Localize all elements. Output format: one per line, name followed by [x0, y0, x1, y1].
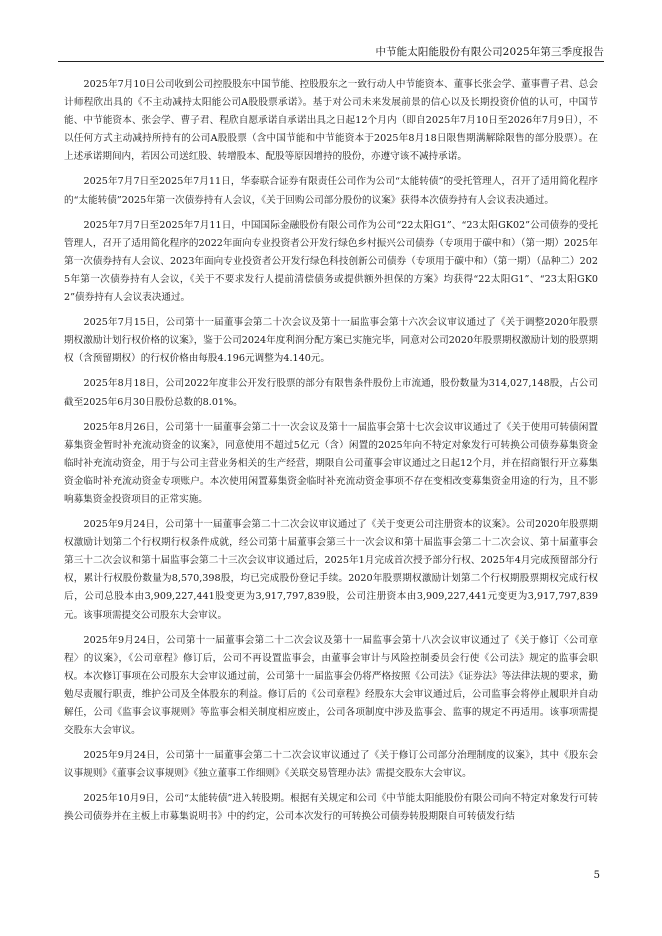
paragraph-articles-amendment: 2025年9月24日，公司第十一届董事会第二十二次会议及第十一届监事会第十八次会议审议通过了《关于修订〈公司章程〉的议案》，《公司章程》修订后，公司不再设置监事会，由董事会审计与风险控制委员会行使《公司法》规定的监事会职权。本次修订事项在公司股东大会审议通过前，公司第十一届监事会仍将严格按照《公司法》《证券法》等法律法规的要求，勤勉尽责履行职责，维护公司及全体股东的利益。修订后的《公司章程》经股东大会审议通过后，公司监事会将停止履职并自动解任，公司《监事会议事规则》等监事会相关制度相应废止，公司各项制度中涉及监事会、监事的规定不再适用。该事项需提交股东大会审议。	[64, 634, 598, 737]
paragraph-option-price-adjustment: 2025年7月15日，公司第十一届董事会第二十次会议及第十一届监事会第十六次会议审议通过了《关于调整2020年股票期权激励计划行权价格的议案》，鉴于公司2024年度利润分配方案已实施完毕，同意对公司2020年股票期权激励计划的股票期权（含预留期权）的行权价格由每股4.196元调整为4.140元。	[64, 317, 598, 365]
paragraph-no-reduction-commitment: 2025年7月10日公司收到公司控股股东中国节能、控股股东之一致行动人中节能资本、董事长张会学、董事曹子君、总会计师程欣出具的《不主动减持太阳能公司A股股票承诺》。基于对公司未来发展前景的信心以及长期投资价值的认可，中国节能、中节能资本、张会学、曹子君、程欣自愿承诺自承诺出具之日起12个月内（即自2025年7月10日至2026年7月9日），不以任何方式主动减持所持有的公司A股股票（含中国节能和中节能资本于2025年8月18日限售期满解除限售的部分股票）。在上述承诺期间内，若因公司送红股、转增股本、配股等原因增持的股份，亦遵守该不减持承诺。	[64, 79, 598, 163]
page-number: 5	[593, 870, 600, 881]
paragraph-corporate-bondholder-meetings: 2025年7月7日至2025年7月11日，中国国际金融股份有限公司作为公司“22太阳G1”、“23太阳GK02”公司债券的受托管理人，召开了适用简化程序的2022年面向专业投资者公开发行绿色乡村振兴公司债券（专项用于碳中和）（第一期）2025年第一次债券持有人会议、2023年面向专业投资者公开发行绿色科技创新公司债券（专项用于碳中和）（第一期）（品种二）2025年第一次债券持有人会议，《关于不要求发行人提前清偿债务或提供额外担保的方案》均获得“22太阳G1”、“23太阳GK02”债券持有人会议表决通过。	[64, 219, 598, 304]
paragraph-governance-rules-amendment: 2025年9月24日，公司第十一届董事会第二十二次会议审议通过了《关于修订公司部分治理制度的议案》，其中《股东会议事规则》《董事会议事规则》《独立董事工作细则》《关联交易管理办法》需提交股东大会审议。	[64, 750, 598, 780]
paragraph-idle-funds-working-capital: 2025年8月26日，公司第十一届董事会第二十一次会议及第十一届监事会第十七次会议审议通过了《关于使用可转债闲置募集资金暂时补充流动资金的议案》，同意使用不超过5亿元（含）闲置的2025年向不特定对象发行可转换公司债券募集资金临时补充流动资金，用于与公司主营业务相关的生产经营，期限自公司董事会审议通过之日起12个月，并在招商银行开立募集资金临时补充流动资金专项账户。本次使用闲置募集资金临时补充流动资金事项不存在变相改变募集资金用途的行为，且不影响募集资金投资项目的正常实施。	[64, 421, 598, 505]
page-header-title: 中节能太阳能股份有限公司2025年第三季度报告	[375, 46, 604, 58]
document-body	[64, 76, 598, 834]
paragraph-convertible-bondholder-meeting: 2025年7月7日至2025年7月11日，华泰联合证券有限责任公司作为公司“太能转债”的受托管理人，召开了适用简化程序的“太能转债”2025年第一次债券持有人会议，《关于回购公司部分股份的议案》获得本次债券持有人会议表决通过。	[64, 176, 598, 206]
paragraph-registered-capital-change: 2025年9月24日，公司第十一届董事会第二十二次会议审议通过了《关于变更公司注册资本的议案》。公司2020年股票期权激励计划第二个行权期行权条件成就，经公司第十届董事会第三十一次会议和第十届监事会第二十二次会议、第十届董事会第三十二次会议和第十届监事会第二十三次会议审议通过后，2025年1月完成首次授予部分行权、2025年4月完成预留部分行权，累计行权股份数量为8,570,398股，均已完成股份登记手续。2020年股票期权激励计划第二个行权期股票期权完成行权后，公司总股本由3,909,227,441股变更为3,917,797,839股，公司注册资本由3,909,227,441元变更为3,917,797,839元。该事项需提交公司股东大会审议。	[64, 519, 598, 621]
paragraph-restricted-shares-listing: 2025年8月18日，公司2022年度非公开发行股票的部分有限售条件股份上市流通，股份数量为314,027,148股，占公司截至2025年6月30日股份总数的8.01%。	[64, 378, 598, 408]
paragraph-conversion-period: 2025年10月9日，公司“太能转债”进入转股期。根据有关规定和公司《中节能太阳能股份有限公司向不特定对象发行可转换公司债券并在主板上市募集说明书》中的约定，公司本次发行的可转换公司债券转股期限自可转债发行结	[64, 793, 598, 823]
header-divider	[58, 61, 604, 62]
